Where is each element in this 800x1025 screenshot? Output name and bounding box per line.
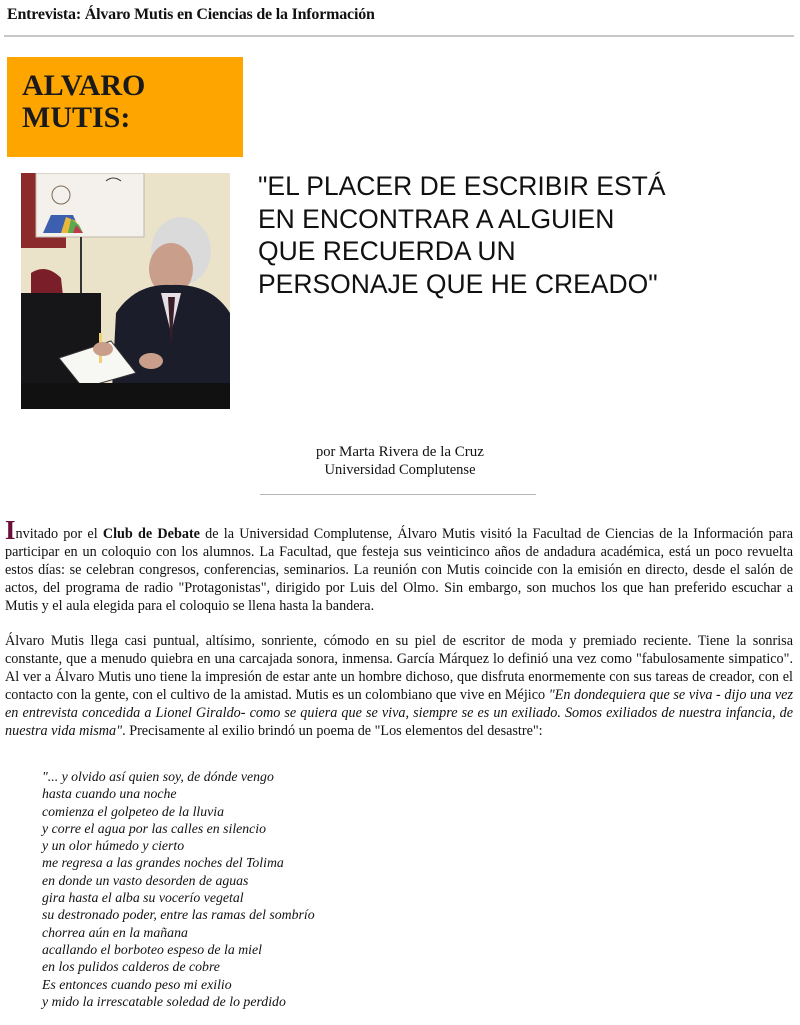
paragraph-lead: nvitado por el: [15, 526, 103, 542]
name-line-2: MUTIS:: [22, 101, 131, 134]
byline: [240, 443, 560, 479]
headline-line: EN ENCONTRAR A ALGUIEN: [258, 203, 615, 234]
headline-line: "EL PLACER DE ESCRIBIR ESTÁ: [258, 171, 666, 201]
horizontal-rule: [4, 35, 794, 37]
poem-line: comienza el golpeteo de la lluvia: [42, 803, 224, 819]
headline-line: PERSONAJE QUE HE CREADO": [258, 268, 658, 299]
poem-line: me regresa a las grandes noches del Tolima: [42, 855, 284, 871]
poem-line: acallando el borboteo espeso de la miel: [42, 941, 262, 957]
paragraph-text: de la Universidad Complutense, Álvaro Mutis visitó la Facultad de Ciencias de la Información para participar en un coloquio con los alumnos. La Facultad, que festeja sus veinticinco años de andadura académica, está un poco revuelta estos días: se celebran congresos, conferencias, seminarios. La reunión con Mutis coincide con la emisión en directo, desde el salón de actos, del programa de radio "Protagonistas", dirigido por Luis del Olmo. Sin embargo, son muchos los que han preferido escuchar a Mutis y el aula elegida para el coloquio se llena hasta la bandera.: [5, 526, 793, 614]
poem-line: "... y olvido así quien soy, de dónde vengo: [42, 769, 274, 784]
club-de-debate-bold: Club de Debate: [102, 526, 200, 542]
poem-line: hasta cuando una noche: [42, 786, 177, 802]
headline-line: QUE RECUERDA UN: [258, 236, 516, 266]
paragraph-tail: . Precisamente al exilio brindó un poema de "Los elementos del desastre":: [122, 723, 543, 739]
byline-affiliation: Universidad Complutense: [324, 462, 476, 478]
page-title: Entrevista: Álvaro Mutis en Ciencias de la Información: [7, 6, 375, 23]
poem-line: gira hasta el alba su vocerío vegetal: [42, 890, 244, 906]
byline-prefix: por: [316, 444, 339, 460]
name-banner: [7, 57, 243, 157]
name-line-1: ALVARO: [22, 69, 146, 102]
photo-illustration: [21, 173, 230, 409]
article-paragraph-2: [5, 632, 793, 740]
poem-line: su destronado poder, entre las ramas del sombrío: [42, 907, 315, 923]
poem-excerpt: [42, 768, 315, 1010]
byline-author: Marta Rivera de la Cruz: [339, 444, 484, 460]
poem-line: chorrea aún en la mañana: [42, 924, 188, 940]
poem-line: en los pulidos calderos de cobre: [42, 959, 220, 975]
headline-quote: [258, 170, 798, 300]
poem-line: en donde un vasto desorden de aguas: [42, 872, 249, 888]
mutis-quote: "En dondequiera que se viva - dijo una vez en entrevista concedida a Lionel Giraldo- como se quiera que se viva, siempre se es un exiliado. Somos exiliados de nuestra infancia, de nuestra vida misma": [5, 687, 794, 739]
author-photo: [21, 173, 230, 409]
poem-line: y corre el agua por las calles en silencio: [42, 820, 267, 836]
article-paragraph-1: [5, 515, 793, 615]
poem-line: y mido la irrescatable soledad de lo perdido: [42, 993, 286, 1009]
poem-line: y un olor húmedo y cierto: [42, 838, 185, 854]
byline-divider: [260, 494, 536, 495]
paragraph-text: Álvaro Mutis llega casi puntual, altísimo, sonriente, cómodo en su piel de escritor de moda y premiado reciente. Tiene la sonrisa constante, que a menudo quiebra en una carcajada sonora, inmensa. García Márquez lo definió una vez como "fabulosamente simpatico". Al ver a Álvaro Mutis uno tiene la impresión de estar ante un hombre dichoso, que disfruta enormemente con sus tareas de creador, con el contacto con la gente, con el cultivo de la amistad. Mutis es un colombiano que vive en Méjico: [5, 633, 793, 703]
poem-line: Es entonces cuando peso mi exilio: [42, 976, 232, 992]
drop-cap: I: [5, 515, 16, 545]
